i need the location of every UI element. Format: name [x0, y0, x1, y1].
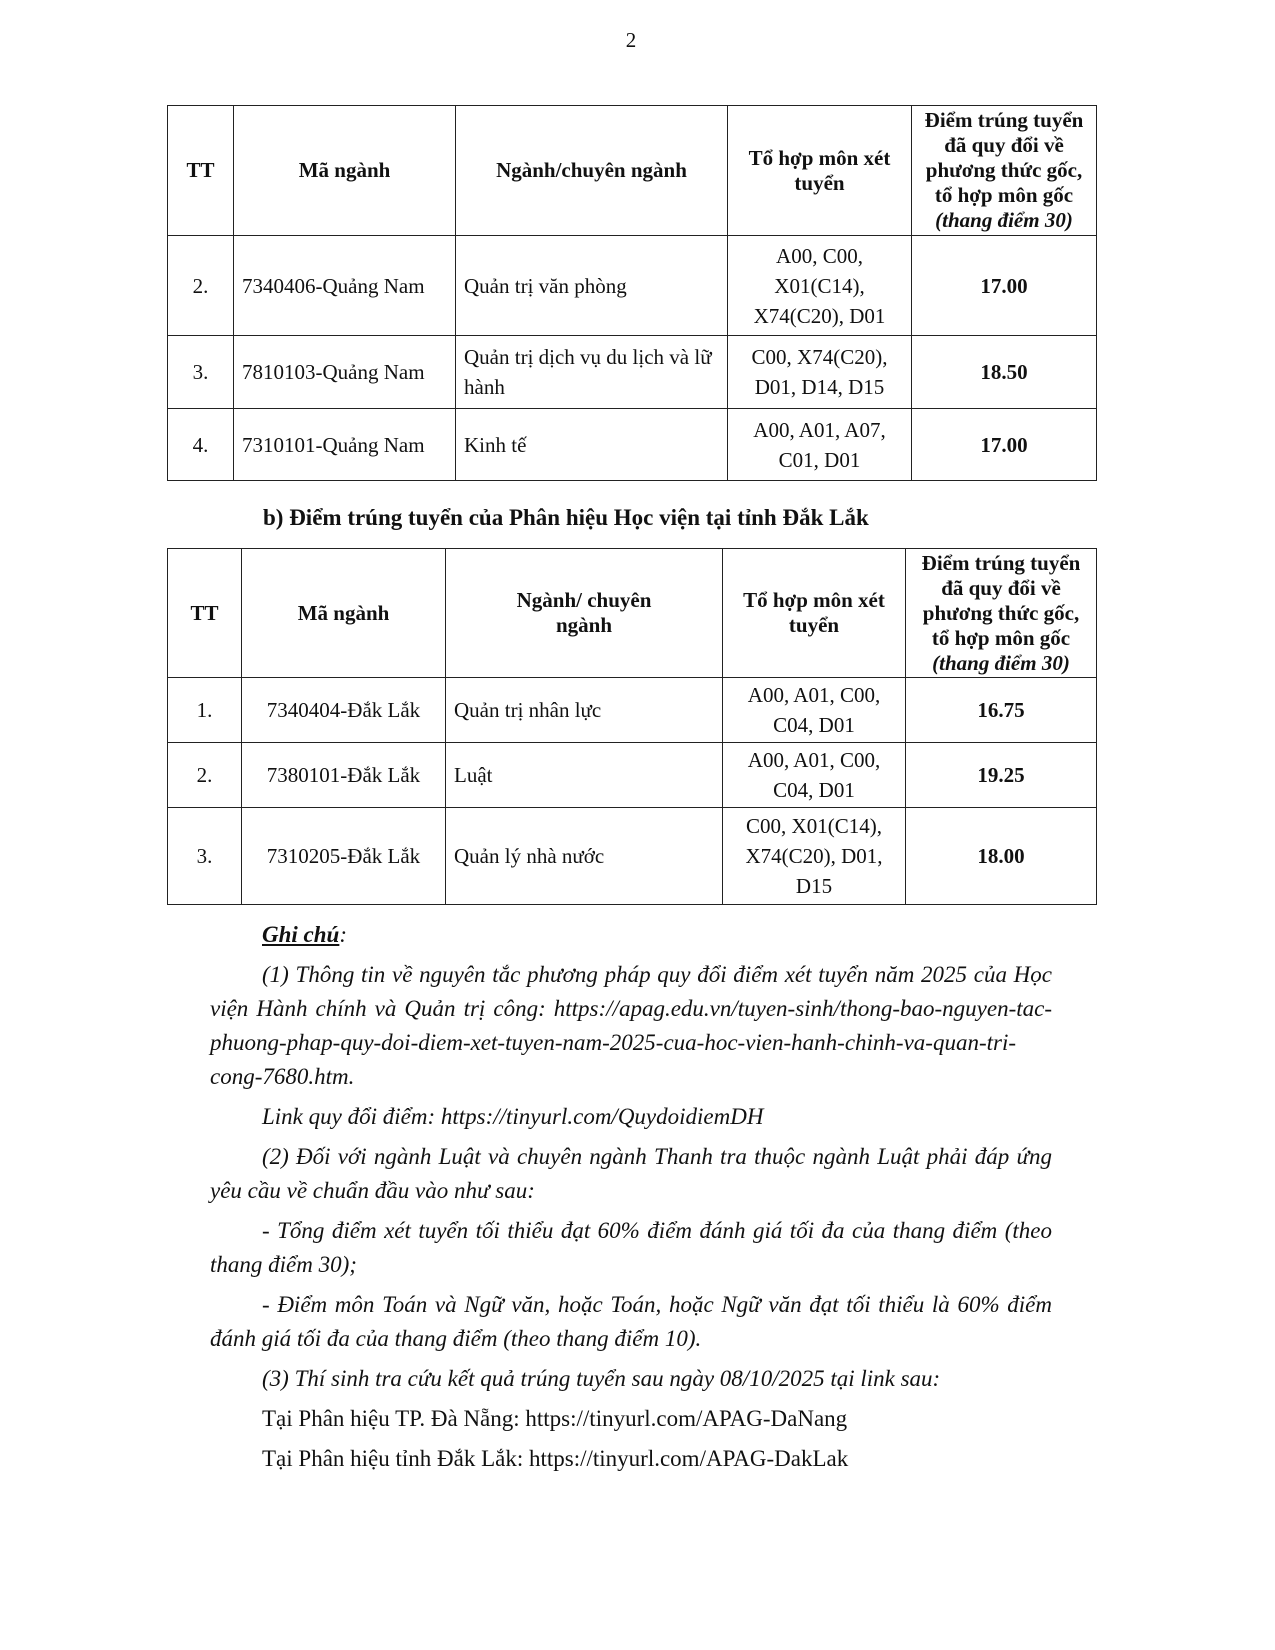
link-danang[interactable]: Tại Phân hiệu TP. Đà Nẵng: https://tinyurl.com/APAG-DaNang — [262, 1406, 848, 1431]
note-conversion-link[interactable]: Link quy đổi điểm: https://tinyurl.com/QuydoidiemDH — [262, 1104, 764, 1129]
link-daklak[interactable]: Tại Phân hiệu tỉnh Đắk Lắk: https://tinyurl.com/APAG-DakLak — [262, 1446, 849, 1471]
cell-code: 7810103-Quảng Nam — [234, 336, 456, 409]
cell-major: Kinh tế — [456, 409, 728, 481]
header-major: Ngành/chuyên ngành — [456, 106, 728, 236]
cell-tt: 1. — [168, 678, 242, 743]
header-score: Điểm trúng tuyển đã quy đổi về phương thức gốc, tổ hợp môn gốc (thang điểm 30) — [912, 106, 1097, 236]
cell-score: 18.50 — [912, 336, 1097, 409]
header-combo: Tổ hợp môn xét tuyển — [723, 549, 906, 678]
cell-tt: 2. — [168, 743, 242, 808]
cell-score: 19.25 — [906, 743, 1097, 808]
table-row — [168, 743, 1097, 808]
table-header-row — [168, 549, 1097, 678]
note-1: (1) Thông tin về nguyên tắc phương pháp quy đổi điểm xét tuyển năm 2025 của Học viện Hành chính và Quản trị công: https://apag.edu.vn/tuyen-sinh/thong-bao-nguyen-tac-phuong-phap-quy-doi-diem-xet-tuyen-nam-2025-cua-hoc-vien-hanh-chinh-va-quan-tri-cong-7680.htm. — [210, 962, 1052, 1089]
note-2: (2) Đối với ngành Luật và chuyên ngành Thanh tra thuộc ngành Luật phải đáp ứng yêu cầu về chuẩn đầu vào như sau: — [210, 1144, 1052, 1203]
cell-major: Quản trị văn phòng — [456, 236, 728, 336]
table-row — [168, 678, 1097, 743]
cell-tt: 4. — [168, 409, 234, 481]
header-major: Ngành/ chuyên ngành — [446, 549, 723, 678]
header-score: Điểm trúng tuyển đã quy đổi về phương thức gốc, tổ hợp môn gốc (thang điểm 30) — [906, 549, 1097, 678]
cell-combo: A00, C00, X01(C14), X74(C20), D01 — [728, 236, 912, 336]
table-row — [168, 236, 1097, 336]
table-row — [168, 336, 1097, 409]
header-tt: TT — [168, 106, 234, 236]
cell-tt: 2. — [168, 236, 234, 336]
header-combo: Tổ hợp môn xét tuyển — [728, 106, 912, 236]
section-b-title: b) Điểm trúng tuyển của Phân hiệu Học viện tại tỉnh Đắk Lắk — [263, 505, 869, 530]
cell-tt: 3. — [168, 336, 234, 409]
cell-code: 7340404-Đắk Lắk — [242, 678, 446, 743]
header-code: Mã ngành — [242, 549, 446, 678]
admission-table-dak-lak — [167, 548, 1097, 905]
note-2a: - Tổng điểm xét tuyển tối thiểu đạt 60% điểm đánh giá tối đa của thang điểm (theo thang điểm 30); — [210, 1218, 1052, 1277]
admission-table-quang-nam — [167, 105, 1097, 481]
header-code: Mã ngành — [234, 106, 456, 236]
cell-score: 18.00 — [906, 808, 1097, 905]
note-2b: - Điểm môn Toán và Ngữ văn, hoặc Toán, hoặc Ngữ văn đạt tối thiểu là 60% điểm đánh giá tối đa của thang điểm (theo thang điểm 10). — [210, 1292, 1052, 1351]
cell-combo: A00, A01, C00, C04, D01 — [723, 678, 906, 743]
cell-code: 7310205-Đắk Lắk — [242, 808, 446, 905]
cell-major: Luật — [446, 743, 723, 808]
cell-combo: A00, A01, C00, C04, D01 — [723, 743, 906, 808]
note-3: (3) Thí sinh tra cứu kết quả trúng tuyển sau ngày 08/10/2025 tại link sau: — [262, 1366, 941, 1391]
cell-combo: C00, X74(C20), D01, D14, D15 — [728, 336, 912, 409]
cell-score: 17.00 — [912, 409, 1097, 481]
cell-score: 16.75 — [906, 678, 1097, 743]
cell-code: 7310101-Quảng Nam — [234, 409, 456, 481]
table-row — [168, 409, 1097, 481]
cell-code: 7380101-Đắk Lắk — [242, 743, 446, 808]
cell-major: Quản lý nhà nước — [446, 808, 723, 905]
cell-major: Quản trị dịch vụ du lịch và lữ hành — [456, 336, 728, 409]
notes-heading: Ghi chú: — [262, 922, 348, 947]
cell-score: 17.00 — [912, 236, 1097, 336]
table-header-row — [168, 106, 1097, 236]
notes-section — [210, 918, 1052, 1482]
cell-combo: A00, A01, A07, C01, D01 — [728, 409, 912, 481]
cell-tt: 3. — [168, 808, 242, 905]
cell-major: Quản trị nhân lực — [446, 678, 723, 743]
page-number: 2 — [625, 28, 637, 52]
table-row — [168, 808, 1097, 905]
cell-code: 7340406-Quảng Nam — [234, 236, 456, 336]
header-tt: TT — [168, 549, 242, 678]
cell-combo: C00, X01(C14), X74(C20), D01, D15 — [723, 808, 906, 905]
